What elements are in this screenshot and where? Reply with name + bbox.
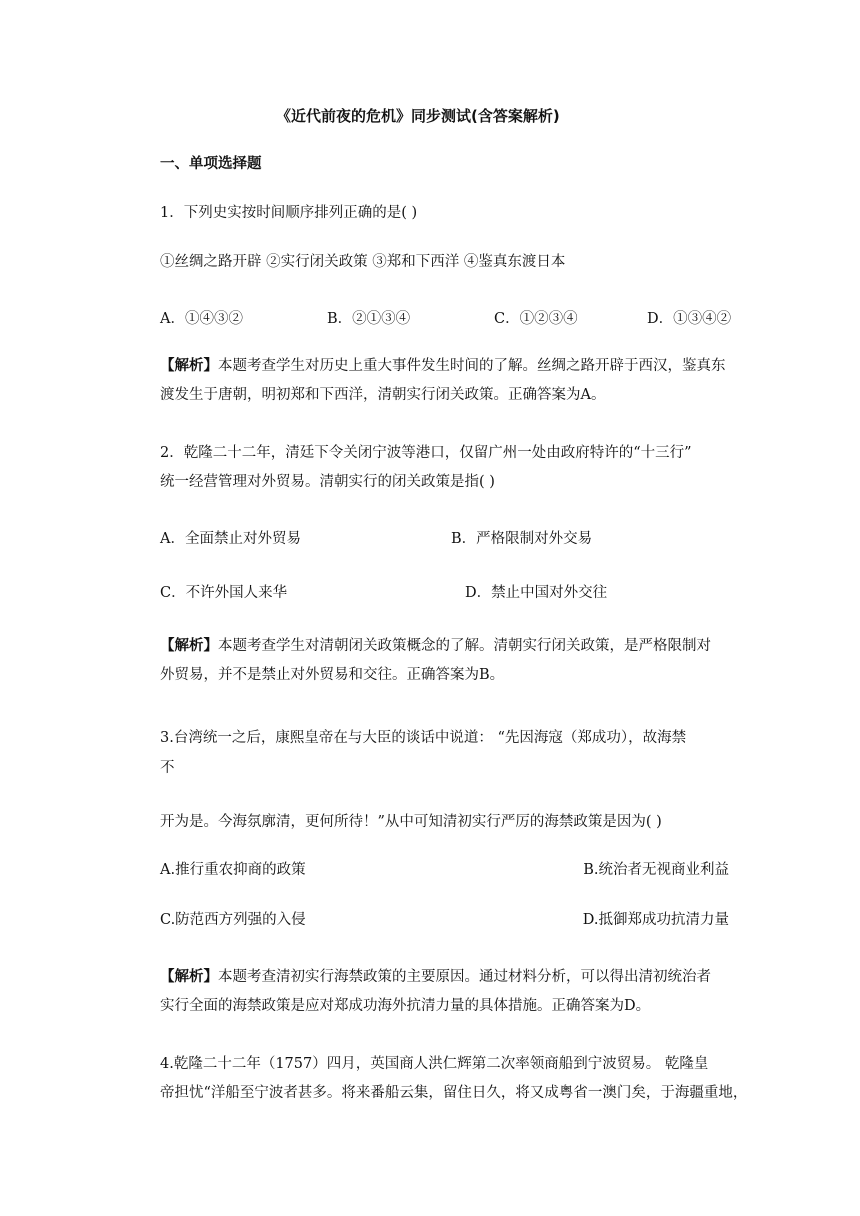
q2-analysis-line2: 外贸易，并不是禁止对外贸易和交往。正确答案为B。 <box>160 667 505 683</box>
q4-stem-line2: 帝担忧“洋船至宁波者甚多。将来番船云集，留住日久，将又成粤省一澳门矣，于海疆重地， <box>160 1085 748 1101</box>
q3-stem-line2: 不 <box>160 760 175 776</box>
q1-option-a: A．①④③② <box>160 311 243 327</box>
q3-analysis-line1 <box>160 967 711 987</box>
analysis-text: 本题考查学生对清朝闭关政策概念的了解。清朝实行闭关政策，是严格限制对 <box>218 638 711 654</box>
q2-option-b: B．严格限制对外交易 <box>451 531 593 547</box>
section-heading: 一、单项选择题 <box>160 156 262 172</box>
q3-analysis-line2: 实行全面的海禁政策是应对郑成功海外抗清力量的具体措施。正确答案为D。 <box>160 998 651 1014</box>
q3-stem-line3: 开为是。今海氛廓清，更何所待！”从中可知清初实行严厉的海禁政策是因为( ) <box>160 814 662 830</box>
q3-option-d: D.抵御郑成功抗清力量 <box>582 912 729 928</box>
q1-option-d: D．①③④② <box>647 311 732 327</box>
q1-stem: 1．下列史实按时间顺序排列正确的是( ) <box>160 205 418 221</box>
q1-option-b: B．②①③④ <box>327 311 411 327</box>
page-title: 《近代前夜的危机》同步测试(含答案解析) <box>276 107 560 125</box>
analysis-text: 本题考查清初实行海禁政策的主要原因。通过材料分析，可以得出清初统治者 <box>218 969 711 985</box>
q2-stem-line1: 2．乾隆二十二年，清廷下令关闭宁波等港口，仅留广州一处由政府特许的“十三行” <box>160 445 692 461</box>
analysis-tag: 【解析】 <box>160 969 218 985</box>
analysis-tag: 【解析】 <box>160 358 218 374</box>
q2-option-c: C．不许外国人来华 <box>160 585 288 601</box>
q1-items: ①丝绸之路开辟 ②实行闭关政策 ③郑和下西洋 ④鉴真东渡日本 <box>160 254 566 270</box>
q2-option-d: D．禁止中国对外交往 <box>465 585 608 601</box>
q1-option-c: C．①②③④ <box>494 311 578 327</box>
q2-analysis-line1 <box>160 636 711 656</box>
q2-stem-line2: 统一经营管理对外贸易。清朝实行的闭关政策是指( ) <box>160 474 495 490</box>
q3-option-b: B.统治者无视商业利益 <box>583 862 729 878</box>
q4-stem-line1: 4.乾隆二十二年（1757）四月，英国商人洪仁辉第二次率领商船到宁波贸易。 乾隆皇 <box>160 1056 709 1072</box>
q2-option-a: A．全面禁止对外贸易 <box>160 531 301 547</box>
q1-analysis-line2: 渡发生于唐朝，明初郑和下西洋，清朝实行闭关政策。正确答案为A。 <box>160 387 606 403</box>
analysis-text: 本题考查学生对历史上重大事件发生时间的了解。丝绸之路开辟于西汉，鉴真东 <box>218 358 726 374</box>
analysis-tag: 【解析】 <box>160 638 218 654</box>
q1-analysis-line1 <box>160 356 726 376</box>
q3-stem-line1: 3.台湾统一之后，康熙皇帝在与大臣的谈话中说道： “先因海寇（郑成功），故海禁 <box>160 730 687 746</box>
q3-option-c: C.防范西方列强的入侵 <box>160 912 306 928</box>
q3-option-a: A.推行重农抑商的政策 <box>160 862 306 878</box>
